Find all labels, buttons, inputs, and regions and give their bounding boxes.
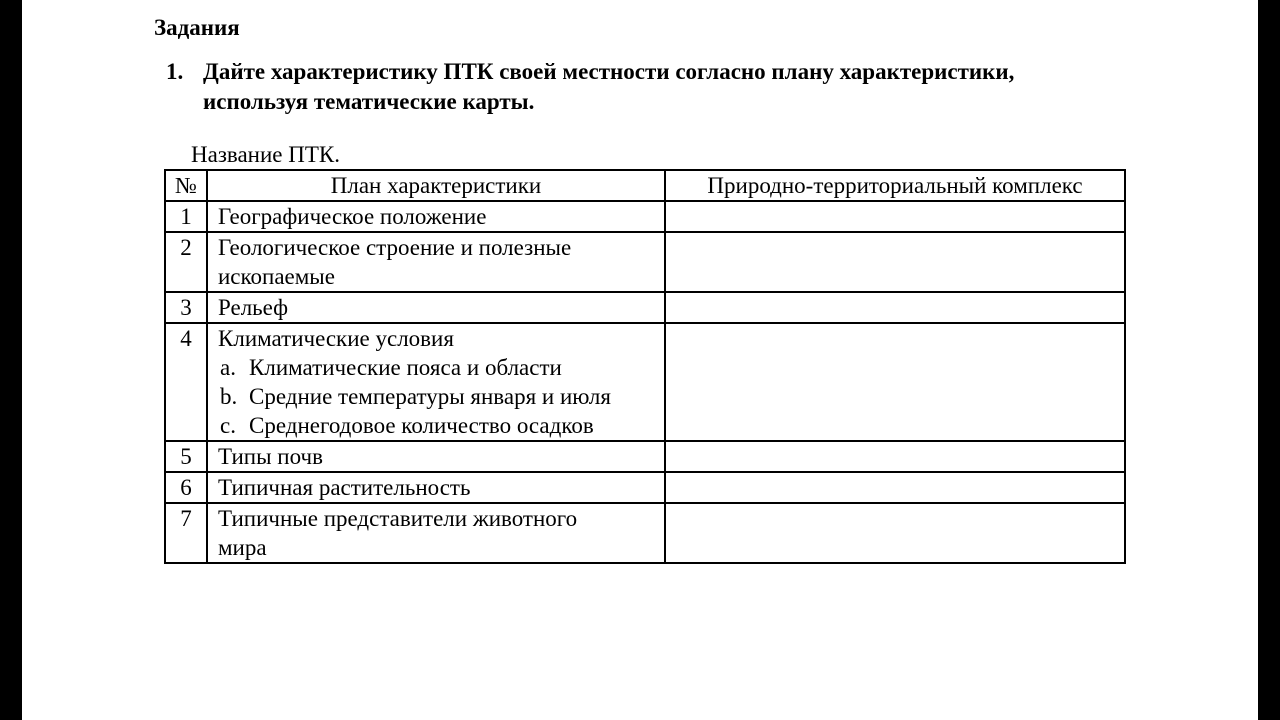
row-number: 6 [165,472,207,503]
sub-item-text: Среднегодовое количество осадков [249,413,594,438]
ptk-answer-cell[interactable] [665,292,1125,323]
table-row [165,441,1125,472]
header-ptk-label: Природно-территориальный комплекс [707,173,1083,198]
header-plan-label: План характеристики [330,173,542,198]
sub-item [218,411,660,440]
plan-item [207,472,665,503]
task-number: 1. [166,59,184,84]
table-row [165,472,1125,503]
table-body [165,201,1125,563]
plan-item-text: мира [218,535,267,560]
ptk-answer-cell[interactable] [665,472,1125,503]
sub-item-text: Климатические пояса и области [249,355,562,380]
row-number: 1 [165,201,207,232]
table-row [165,201,1125,232]
row-number: 3 [165,292,207,323]
plan-item-text: Геологическое строение и полезные [218,235,572,260]
plan-item [207,292,665,323]
plan-item [207,503,665,563]
ptk-answer-cell[interactable] [665,201,1125,232]
plan-item [207,232,665,292]
table-row [165,503,1125,563]
ptk-answer-cell[interactable] [665,503,1125,563]
table-row [165,232,1125,292]
plan-item [207,441,665,472]
ptk-answer-cell[interactable] [665,323,1125,441]
row-number: 2 [165,232,207,292]
header-plan [207,170,665,201]
table-row [165,292,1125,323]
sub-item-marker: c. [220,413,236,438]
sub-item-marker: b. [220,384,238,409]
characteristics-table [164,169,1126,564]
plan-item-text: Географическое положение [218,204,487,229]
plan-item [207,201,665,232]
sub-item-marker: a. [220,355,236,380]
plan-item [207,323,665,441]
task-text [203,57,1163,117]
task-text-line: используя тематические карты. [203,89,535,114]
table-row [165,323,1125,441]
row-number: 7 [165,503,207,563]
plan-item-text: Типы почв [218,444,323,469]
plan-item-text: ископаемые [218,264,335,289]
row-number: 5 [165,441,207,472]
header-num: № [165,170,207,201]
document-page [22,0,1258,720]
sub-item [218,353,660,382]
sub-item-text: Средние температуры января и июля [249,384,611,409]
sub-item-list [218,353,660,440]
table-header-row [165,170,1125,201]
section-heading: Задания [154,15,240,40]
header-ptk [665,170,1125,201]
ptk-answer-cell[interactable] [665,441,1125,472]
plan-item-text: Типичные представители животного [218,506,578,531]
sub-item [218,382,660,411]
row-number: 4 [165,323,207,441]
plan-item-text: Типичная растительность [218,475,471,500]
task-text-line: Дайте характеристику ПТК своей местности согласно плану характеристики, [203,59,1015,84]
plan-item-text: Климатические условия [218,326,454,351]
ptk-name-label: Название ПТК. [191,142,340,167]
plan-item-text: Рельеф [218,295,289,320]
ptk-answer-cell[interactable] [665,232,1125,292]
